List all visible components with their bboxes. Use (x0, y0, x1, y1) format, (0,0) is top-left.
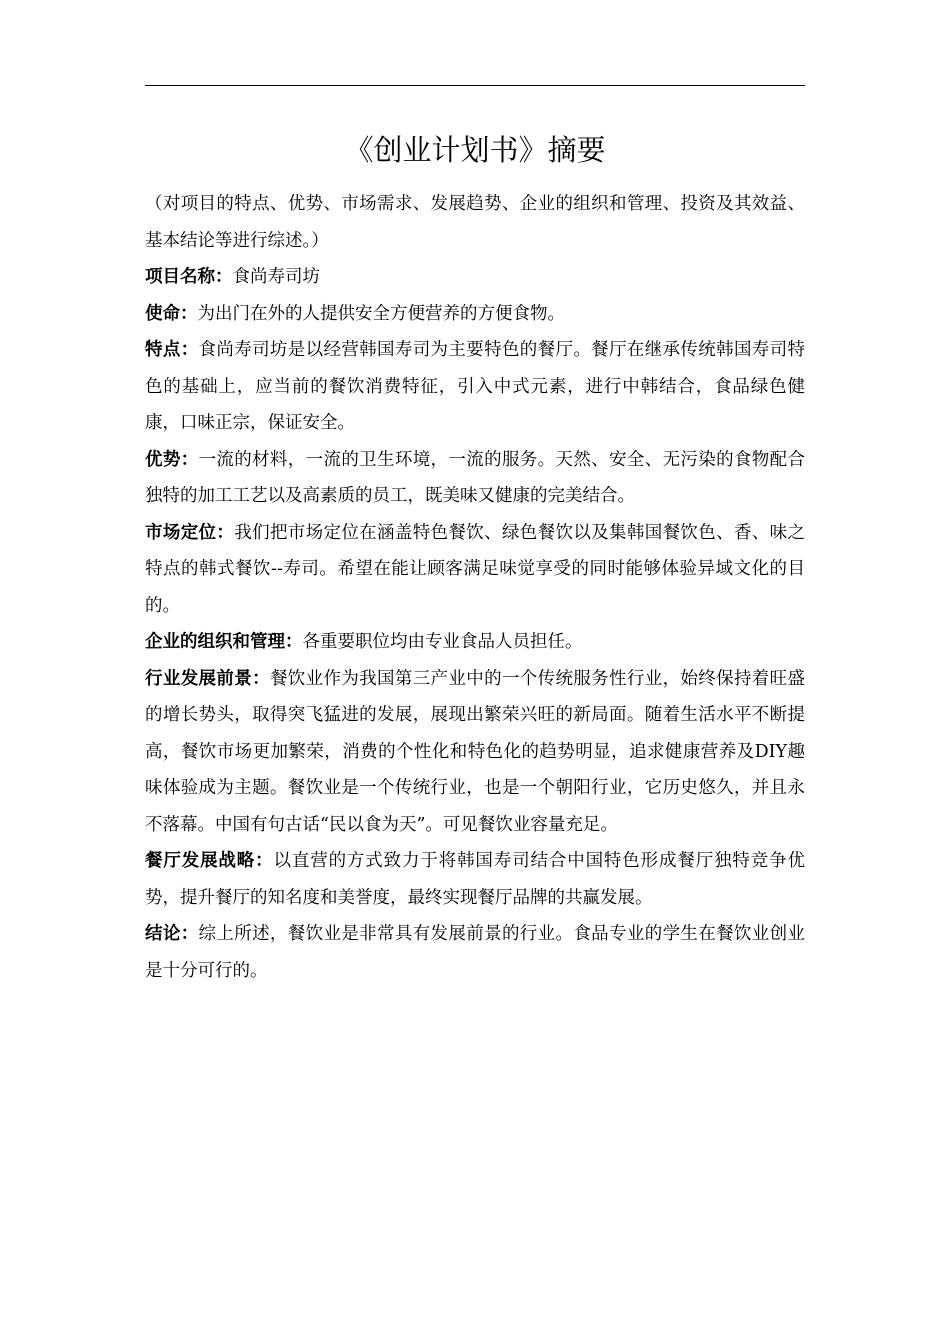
section-text: 一流的材料，一流的卫生环境，一流的服务。天然、安全、无污染的食物配合独特的加工工艺以及高素质的员工，既美味又健康的完美结合。 (145, 449, 806, 506)
section-label: 行业发展前景： (145, 668, 270, 689)
header-rule (145, 85, 805, 86)
section-label: 使命： (145, 303, 198, 324)
section-organization (145, 624, 805, 661)
section-mission (145, 296, 805, 333)
section-project-name (145, 259, 805, 296)
section-strategy (145, 843, 805, 916)
section-text: 餐饮业作为我国第三产业中的一个传统服务性行业，始终保持着旺盛的增长势头，取得突飞猛进的发展，展现出繁荣兴旺的新局面。随着生活水平不断提高，餐饮市场更加繁荣，消费的个性化和特色化的趋势明显，追求健康营养及DIY趣味体验成为主题。餐饮业是一个传统行业，也是一个朝阳行业，它历史悠久，并且永不落幕。中国有句古话“民以食为天”。可见餐饮业容量充足。 (145, 668, 806, 835)
section-text: 为出门在外的人提供安全方便营养的方便食物。 (197, 303, 565, 324)
section-conclusion (145, 916, 805, 989)
section-label: 餐厅发展战略： (145, 851, 274, 871)
section-label: 特点： (145, 340, 199, 360)
section-text: 我们把市场定位在涵盖特色餐饮、绿色餐饮以及集韩国餐饮色、香、味之特点的韩式餐饮--寿司。希望在能让顾客满足味觉享受的同时能够体验异域文化的目的。 (145, 522, 806, 616)
section-label: 企业的组织和管理： (145, 632, 303, 652)
section-label: 市场定位： (145, 522, 235, 543)
intro-paragraph: （对项目的特点、优势、市场需求、发展趋势、企业的组织和管理、投资及其效益、基本结论等进行综述。） (145, 194, 805, 251)
section-label: 结论： (145, 924, 199, 944)
document-title: 《创业计划书》摘要 (344, 133, 606, 167)
section-label: 优势： (145, 449, 199, 470)
section-text: 各重要职位均由专业食品人员担任。 (302, 632, 583, 652)
section-text: 综上所述，餐饮业是非常具有发展前景的行业。食品专业的学生在餐饮业创业是十分可行的。 (145, 924, 806, 981)
section-market-positioning (145, 515, 805, 625)
section-text: 食尚寿司坊 (232, 267, 320, 287)
section-advantages (145, 442, 805, 515)
section-features (145, 332, 805, 442)
section-text: 以直营的方式致力于将韩国寿司结合中国特色形成餐厅独特竞争优势，提升餐厅的知名度和美誉度，最终实现餐厅品牌的共赢发展。 (145, 851, 805, 908)
section-industry-outlook (145, 661, 805, 844)
section-label: 项目名称： (145, 267, 233, 287)
document-body (145, 186, 805, 989)
section-text: 食尚寿司坊是以经营韩国寿司为主要特色的餐厅。餐厅在继承传统韩国寿司特色的基础上，应当前的餐饮消费特征，引入中式元素，进行中韩结合，食品绿色健康，口味正宗，保证安全。 (145, 340, 806, 433)
